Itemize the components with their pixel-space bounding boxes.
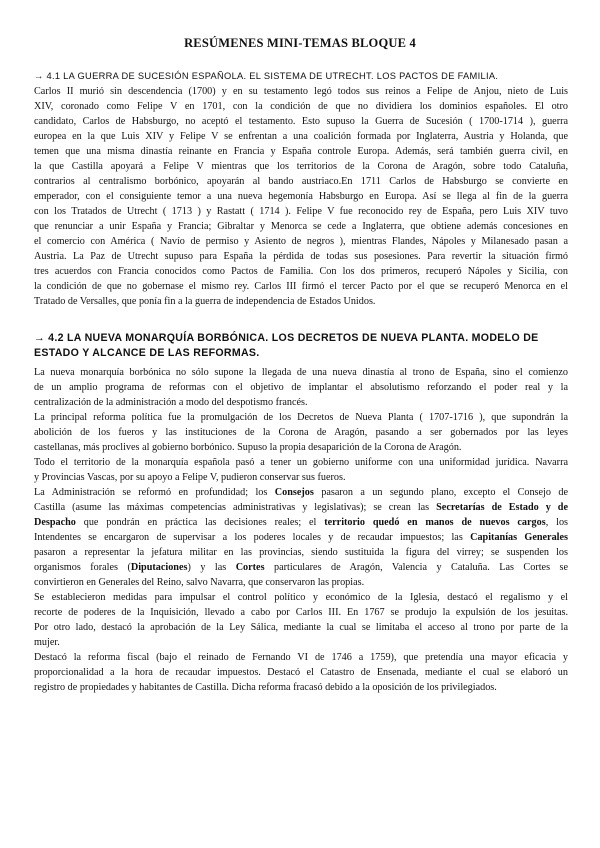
paragraph-line: Austria. La Paz de Utrecht supuso para España la pérdida de todas sus posesiones. Para revertir la situación firmó (34, 251, 568, 262)
paragraph-line: con los Tratados de Utrecht ( 1713 ) y Rastatt ( 1714 ). Felipe V fue reconocido rey de España, pero Luis XIV tuvo (34, 206, 568, 217)
text-run: La Administración se reformó en profundidad; los (34, 487, 275, 498)
paragraph-line: Carlos II murió sin descendencia (1700) y en su testamento legó todos sus reinos a Felipe de Anjou, nieto de Luis (34, 86, 568, 97)
paragraph-line: de un amplio programa de reformas con el objetivo de implantar el absolutismo reforzando el poder real y la (34, 382, 568, 393)
text-run: que pondrán en práctica las decisiones reales; el (75, 517, 325, 528)
paragraph-line: Se establecieron medidas para impulsar el control político y económico de la Iglesia, destacó el regalismo y el (34, 592, 568, 603)
bold-term-despacho: Despacho (34, 517, 76, 528)
bold-term-diputaciones: Diputaciones (130, 562, 188, 573)
bold-term-capitanias: Capitanías Generales (470, 532, 568, 543)
section-4-1-body (34, 84, 568, 309)
paragraph-line: XIV, coronado como Felipe V en 1701, con la condición de que no dividiera los dominios españoles. El otro (34, 101, 568, 112)
bold-term-cortes: Cortes (235, 562, 265, 573)
section-4-2-body (34, 365, 568, 695)
paragraph-line: castellanas, más proclives al gobierno borbónico. Supuso la propia desaparición de la Corona de Aragón. (34, 442, 462, 453)
paragraph-line: registro de propiedades y habitantes de Castilla. Dicha reforma fracasó debido a la oposición de los privilegiados. (34, 682, 497, 693)
text-run: Castilla (asume las máximas competencias administrativas y legislativas); se crean las (34, 502, 437, 513)
text-run: ) y las (187, 562, 236, 573)
paragraph-line (34, 485, 568, 500)
paragraph-line (34, 530, 568, 545)
section-4-1-heading: → 4.1 LA GUERRA DE SUCESIÓN ESPAÑOLA. EL SISTEMA DE UTRECHT. LOS PACTOS DE FAMILIA. (34, 71, 499, 81)
paragraph-line: Destacó la reforma fiscal (bajo el reinado de Fernando VI de 1746 a 1759), que pretendía una mayor eficacia y (34, 652, 568, 663)
paragraph-line: que renunciar a unir España y Francia; Gibraltar y Menorca se cede a Inglaterra, que obtiene además concesiones en (34, 221, 568, 232)
bold-term-secretarias: Secretarías de Estado y de (436, 502, 568, 513)
paragraph-line: Todo el territorio de la monarquía española pasó a tener un gobierno uniforme con una uniformidad jurídica. Navarra (34, 457, 568, 468)
paragraph-line: recorte de poderes de la Inquisición, llevado a cabo por Carlos III. En 1767 se produjo la expulsión de los jesuitas. (34, 607, 568, 618)
section-4-2-heading: → 4.2 LA NUEVA MONARQUÍA BORBÓNICA. LOS DECRETOS DE NUEVA PLANTA. MODELO DE ESTADO Y ALCANCE DE LAS REFORMAS. (34, 332, 539, 359)
paragraph-line: tres acuerdos con Francia conocidos como Pactos de Familia. Con los dos primeros, recuperó Nápoles y Sicilia, con (34, 266, 568, 277)
paragraph-line: abolición de los fueros y las instituciones de la Corona de Aragón, pasando a ser gobernados por las leyes (34, 427, 568, 438)
text-run: pasaron a un segundo plano, excepto el Consejo de (313, 487, 568, 498)
paragraph-line: proporcionalidad a la hora de recaudar impuestos. Destacó el Catastro de Ensenada, mediante el cual se elaboró un (34, 667, 568, 678)
paragraph-line: convirtieron en Generales del Reino, salvo Navarra, que conservaron las propias. (34, 577, 365, 588)
page-title: RESÚMENES MINI-TEMAS BLOQUE 4 (184, 36, 416, 50)
paragraph-line: La principal reforma política fue la promulgación de los Decretos de Nueva Planta ( 1707-1716 ), que supondrán la (34, 412, 568, 423)
paragraph-line: emperador, con el consiguiente temor a una nueva hegemonía Habsburgo en Europa. Así se llega al fin de la guerra (34, 191, 568, 202)
paragraph-line: candidato, Carlos de Habsburgo, no aceptó el testamento. Esto supuso la Guerra de Sucesión ( 1700-1714 ), guerra (34, 116, 568, 127)
paragraph-line: europea en la que Luis XIV y Felipe V se enfrentan a una coalición formada por Inglaterra, Austria y Holanda, que (34, 131, 568, 142)
paragraph-line: pasaron a representar la jefatura militar en las provincias, siendo sustituida la figura del virrey; se suspenden los (34, 547, 568, 558)
bold-term-territorio: territorio quedó en manos de nuevos cargos (324, 517, 546, 528)
text-run: Intendentes se encargaron de supervisar a los poderes locales y de recaudar impuestos; las (34, 532, 471, 543)
paragraph-line: mujer. (34, 637, 60, 648)
paragraph-line (34, 500, 568, 515)
paragraph-line: y Provincias Vascas, por su apoyo a Felipe V, pudieron conservar sus fueros. (34, 472, 346, 483)
paragraph-line: temen que una misma dinastía reinante en Francia y España controle Europa. Además, será también guerra civil, en (34, 146, 568, 157)
paragraph-line (34, 515, 568, 530)
paragraph-line: Tratado de Versalles, que ponía fin a la guerra de independencia de Estados Unidos. (34, 296, 376, 307)
text-run: particulares de Aragón, Valencia y Cataluña. Las Cortes se (264, 562, 568, 573)
paragraph-line: la condición de que no gobernase el mismo rey. Carlos III firmó el tercer Pacto por el que se recuperó Menorca en el (34, 281, 568, 292)
text-run: , los (545, 517, 568, 528)
bold-term-consejos: Consejos (274, 487, 314, 498)
paragraph-line: centralización de la administración a modo del despotismo francés. (34, 397, 308, 408)
paragraph-line (34, 560, 568, 575)
paragraph-line: el comercio con América ( Navío de permiso y Asiento de negros ), mientras Flandes, Nápoles y Milanesado pasan a (34, 236, 568, 247)
paragraph-line: La nueva monarquía borbónica no sólo supone la llegada de una nueva dinastía al trono de España, sino el comienzo (34, 367, 568, 378)
paragraph-line: Por otro lado, destacó la aprobación de la Ley Sálica, mediante la cual se limitaba el acceso al trono por parte de la (34, 622, 568, 633)
paragraph-line: la que Castilla apoyará a Felipe V mientras que los territorios de la Corona de Aragón, sobre todo Cataluña, (34, 161, 568, 172)
text-run: organismos forales ( (34, 562, 131, 573)
paragraph-line: contrarios al centralismo borbónico, apoyarán al bando austriaco.En 1711 Carlos de Habsburgo se convierte en (34, 176, 568, 187)
